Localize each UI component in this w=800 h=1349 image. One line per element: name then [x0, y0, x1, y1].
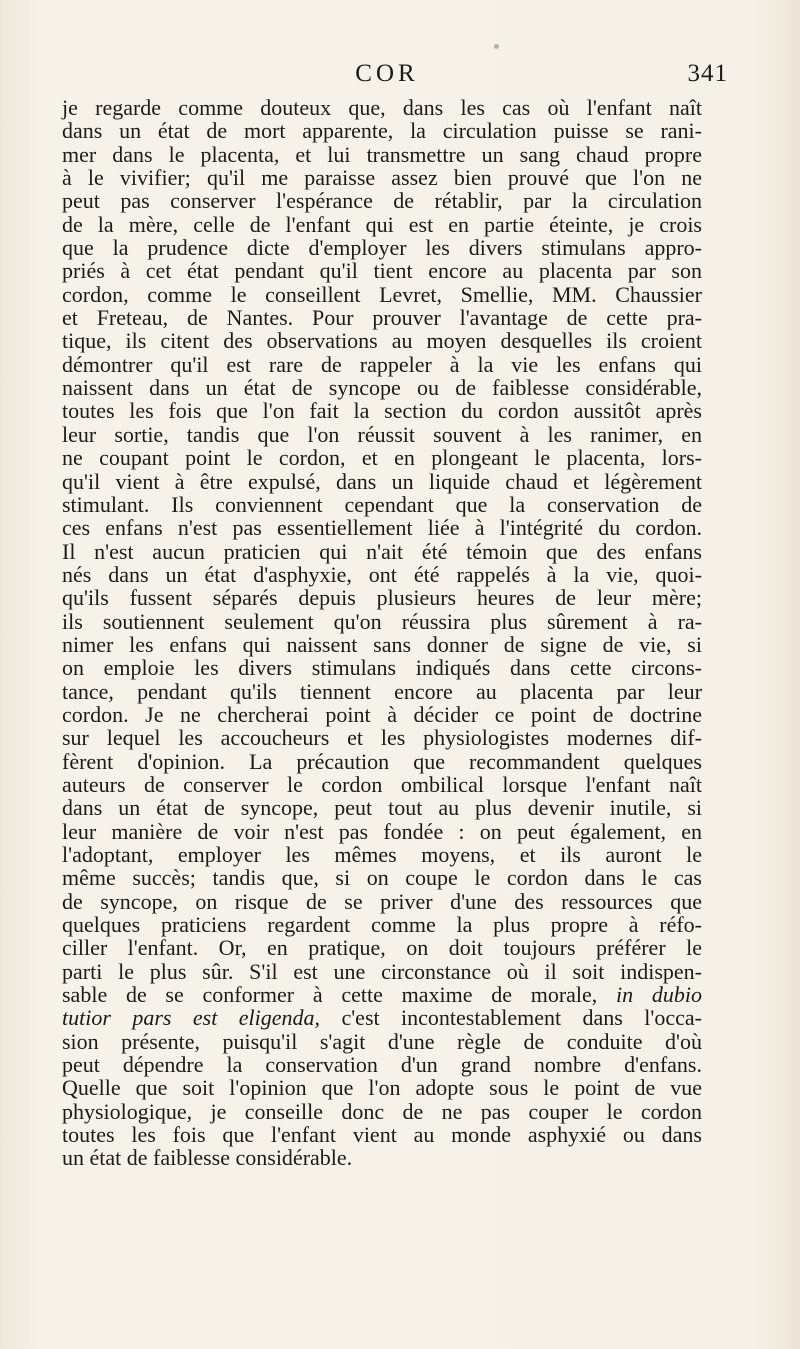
text-line: tance, pendant qu'ils tiennent encore au placenta par leur	[62, 678, 702, 704]
text-line: quelques praticiens regardent comme la plus propre à réfo-	[62, 912, 702, 938]
body-paragraph	[62, 96, 702, 1170]
text-line-final: un état de faiblesse considérable.	[62, 1145, 353, 1171]
text-line: toutes les fois que l'on fait la section du cordon aussitôt après	[62, 398, 702, 424]
text-line: ne coupant point le cordon, et en plongeant le placenta, lors-	[62, 445, 702, 471]
text-line: démontrer qu'il est rare de rappeler à la vie les enfans qui	[62, 351, 702, 377]
show-through-text	[560, 1200, 710, 1226]
text-line: ciller l'enfant. Or, en pratique, on doit toujours préférer le	[62, 935, 702, 961]
text-line: que la prudence dicte d'employer les divers stimulans appro-	[62, 235, 702, 261]
text-line-with-italic	[62, 1006, 702, 1029]
page-header	[62, 60, 728, 96]
text-line: même succès; tandis que, si on coupe le cordon dans le cas	[62, 865, 702, 891]
text-line: sion présente, puisqu'il s'agit d'une règle de conduite d'où	[62, 1028, 702, 1054]
text-line: auteurs de conserver le cordon ombilical lorsque l'enfant naît	[62, 771, 702, 797]
text-span: sable de se conformer à cette maxime de morale,	[62, 982, 598, 1008]
text-line: toutes les fois que l'enfant vient au monde asphyxié ou dans	[62, 1122, 702, 1148]
text-line: leur sortie, tandis que l'on réussit souvent à les ranimer, en	[62, 421, 702, 447]
text-line: à le vivifier; qu'il me paraisse assez bien prouvé que l'on ne	[62, 165, 702, 191]
text-line: fèrent d'opinion. La précaution que recommandent quelques	[62, 748, 702, 774]
running-head: COR	[355, 60, 419, 87]
text-line: et Freteau, de Nantes. Pour prouver l'avantage de cette pra-	[62, 305, 702, 331]
text-line: priés à cet état pendant qu'il tient encore au placenta par son	[62, 258, 702, 284]
text-line: cordon, comme le conseillent Levret, Smellie, MM. Chaussier	[62, 281, 702, 307]
text-line: Il n'est aucun praticien qui n'ait été témoin que des enfans	[62, 538, 702, 564]
text-line: parti le plus sûr. S'il est une circonstance où il soit indispen-	[62, 958, 702, 984]
text-line: dans un état de mort apparente, la circulation puisse se rani-	[62, 118, 702, 144]
text-line: Quelle que soit l'opinion que l'on adopte sous le point de vue	[62, 1075, 702, 1101]
text-line: sur lequel les accoucheurs et les physiologistes modernes dif-	[62, 725, 702, 751]
italic-phrase: in dubio	[616, 982, 702, 1008]
text-line: je regarde comme douteux que, dans les cas où l'enfant naît	[62, 95, 702, 120]
text-line: naissent dans un état de syncope ou de faiblesse considérable,	[62, 375, 702, 401]
text-line-with-italic	[62, 983, 702, 1006]
text-line: physiologique, je conseille donc de ne pas couper le cordon	[62, 1098, 702, 1124]
text-line: stimulant. Ils conviennent cependant que la conservation de	[62, 491, 702, 517]
text-line: ils soutiennent seulement qu'on réussira plus sûrement à ra-	[62, 608, 702, 634]
text-line: leur manière de voir n'est pas fondée : on peut également, en	[62, 818, 702, 844]
text-line: dans un état de syncope, peut tout au plus devenir inutile, si	[62, 795, 702, 821]
text-line: mer dans le placenta, et lui transmettre un sang chaud propre	[62, 141, 702, 167]
text-span: c'est incontestablement dans l'occa-	[341, 1005, 703, 1031]
text-line: qu'il vient à être expulsé, dans un liquide chaud et légèrement	[62, 468, 702, 494]
text-line: ces enfans n'est pas essentiellement liée à l'intégrité du cordon.	[62, 515, 702, 541]
text-line: on emploie les divers stimulans indiqués dans cette circons-	[62, 655, 702, 681]
text-line: cordon. Je ne chercherai point à décider ce point de doctrine	[62, 701, 702, 727]
text-line: de la mère, celle de l'enfant qui est en partie éteinte, je crois	[62, 211, 702, 237]
text-line: de syncope, on risque de se priver d'une des ressources que	[62, 888, 702, 914]
text-line: nimer les enfans qui naissent sans donner de signe de vie, si	[62, 631, 702, 657]
page-number: 341	[687, 60, 728, 87]
text-line: l'adoptant, employer les mêmes moyens, et ils auront le	[62, 842, 702, 867]
italic-phrase: tutior pars est eligenda,	[62, 1005, 321, 1031]
text-line: tique, ils citent des observations au moyen desquelles ils croient	[62, 328, 702, 354]
text-line: peut pas conserver l'espérance de rétablir, par la circulation	[62, 188, 702, 214]
text-line: peut dépendre la conservation d'un grand nombre d'enfans.	[62, 1052, 702, 1078]
paper-speck	[494, 44, 499, 49]
text-line: qu'ils fussent séparés depuis plusieurs heures de leur mère;	[62, 585, 702, 611]
text-line: nés dans un état d'asphyxie, ont été rappelés à la vie, quoi-	[62, 561, 702, 587]
